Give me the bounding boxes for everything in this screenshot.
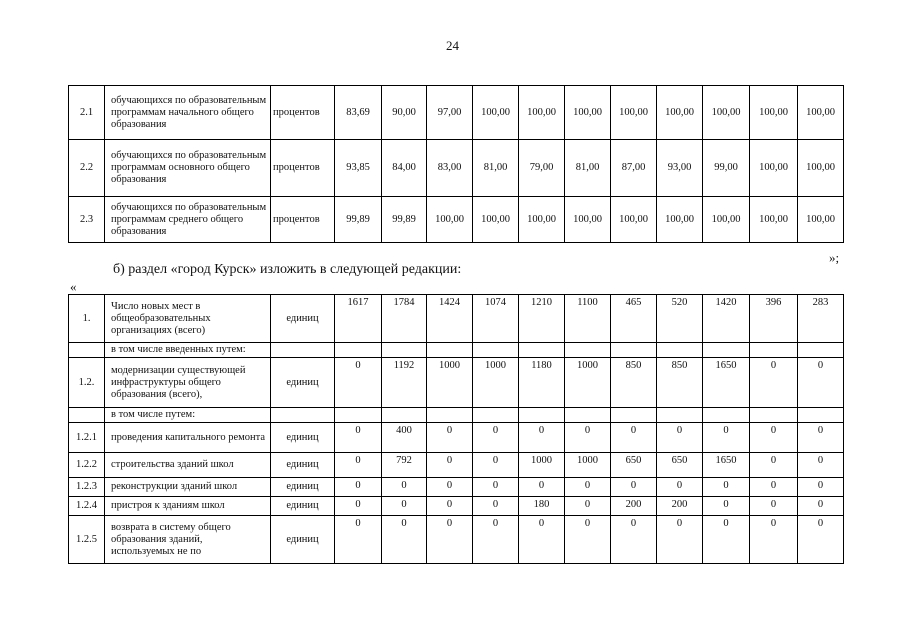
value-cell: 0: [565, 423, 611, 453]
value-cell: 0: [427, 423, 473, 453]
value-cell: 1000: [565, 453, 611, 478]
table-row: [69, 295, 844, 343]
value-cell: 83,69: [335, 86, 382, 140]
value-cell: 0: [565, 497, 611, 516]
row-number: 1.2.: [69, 358, 105, 408]
value-cell: 0: [382, 478, 427, 497]
row-description: в том числе введенных путем:: [105, 343, 271, 358]
value-cell: 1000: [565, 358, 611, 408]
value-cell: 0: [657, 516, 703, 564]
section-note: б) раздел «город Курск» изложить в следующей редакции:: [113, 262, 462, 277]
value-cell: 0: [798, 478, 844, 497]
row-number: 1.2.5: [69, 516, 105, 564]
table-row: [69, 453, 844, 478]
row-description: возврата в систему общего образования зданий, используемых не по: [105, 516, 271, 564]
value-cell: 100,00: [798, 197, 844, 243]
value-cell: 1650: [703, 358, 750, 408]
value-cell: [703, 343, 750, 358]
value-cell: 0: [611, 423, 657, 453]
row-description: Число новых мест в общеобразовательных организациях (всего): [105, 295, 271, 343]
row-description: в том числе путем:: [105, 408, 271, 423]
value-cell: 1000: [427, 358, 473, 408]
value-cell: 0: [382, 497, 427, 516]
value-cell: [519, 343, 565, 358]
value-cell: [565, 343, 611, 358]
value-cell: 100,00: [611, 197, 657, 243]
value-cell: 90,00: [382, 86, 427, 140]
value-cell: 100,00: [519, 197, 565, 243]
value-cell: 0: [335, 516, 382, 564]
value-cell: [473, 408, 519, 423]
value-cell: [382, 408, 427, 423]
value-cell: [750, 408, 798, 423]
row-description: обучающихся по образовательным программам основного общего образования: [105, 140, 271, 197]
value-cell: 0: [382, 516, 427, 564]
value-cell: [427, 408, 473, 423]
table-row: [69, 343, 844, 358]
value-cell: 0: [703, 516, 750, 564]
table-row: [69, 516, 844, 564]
value-cell: 0: [750, 516, 798, 564]
row-unit: единиц: [271, 453, 335, 478]
value-cell: 99,89: [382, 197, 427, 243]
value-cell: 97,00: [427, 86, 473, 140]
value-cell: 100,00: [798, 140, 844, 197]
value-cell: 396: [750, 295, 798, 343]
value-cell: 465: [611, 295, 657, 343]
value-cell: 0: [565, 516, 611, 564]
value-cell: 83,00: [427, 140, 473, 197]
row-unit: единиц: [271, 423, 335, 453]
row-unit: [271, 343, 335, 358]
table-row: [69, 86, 844, 140]
value-cell: 0: [750, 453, 798, 478]
value-cell: 200: [611, 497, 657, 516]
value-cell: 0: [798, 358, 844, 408]
page-number: 24: [446, 38, 459, 53]
row-unit: единиц: [271, 295, 335, 343]
value-cell: 0: [798, 497, 844, 516]
value-cell: [798, 343, 844, 358]
table-row: [69, 358, 844, 408]
value-cell: 650: [611, 453, 657, 478]
value-cell: 0: [703, 478, 750, 497]
value-cell: [750, 343, 798, 358]
value-cell: 850: [657, 358, 703, 408]
value-cell: 100,00: [750, 140, 798, 197]
value-cell: 0: [565, 478, 611, 497]
value-cell: 0: [473, 423, 519, 453]
value-cell: 100,00: [703, 197, 750, 243]
value-cell: 1192: [382, 358, 427, 408]
row-unit: единиц: [271, 516, 335, 564]
row-unit: единиц: [271, 497, 335, 516]
value-cell: 100,00: [657, 86, 703, 140]
value-cell: 0: [703, 497, 750, 516]
value-cell: [703, 408, 750, 423]
value-cell: 100,00: [611, 86, 657, 140]
row-unit: [271, 408, 335, 423]
row-description: обучающихся по образовательным программам начального общего образования: [105, 86, 271, 140]
value-cell: 1424: [427, 295, 473, 343]
value-cell: 0: [798, 516, 844, 564]
value-cell: 0: [427, 516, 473, 564]
row-unit: процентов: [271, 140, 335, 197]
value-cell: 99,89: [335, 197, 382, 243]
value-cell: 81,00: [473, 140, 519, 197]
value-cell: [657, 343, 703, 358]
value-cell: [335, 408, 382, 423]
value-cell: 100,00: [798, 86, 844, 140]
value-cell: 0: [611, 516, 657, 564]
value-cell: 100,00: [750, 197, 798, 243]
row-description: модернизации существующей инфраструктуры общего образования (всего),: [105, 358, 271, 408]
row-unit: единиц: [271, 478, 335, 497]
value-cell: 81,00: [565, 140, 611, 197]
value-cell: 1100: [565, 295, 611, 343]
value-cell: 93,00: [657, 140, 703, 197]
value-cell: 100,00: [473, 86, 519, 140]
value-cell: 0: [427, 497, 473, 516]
value-cell: 0: [798, 423, 844, 453]
value-cell: 1784: [382, 295, 427, 343]
value-cell: 180: [519, 497, 565, 516]
opening-quote: «: [70, 279, 77, 294]
value-cell: 0: [427, 453, 473, 478]
value-cell: 84,00: [382, 140, 427, 197]
row-description: реконструкции зданий школ: [105, 478, 271, 497]
value-cell: 1420: [703, 295, 750, 343]
value-cell: 200: [657, 497, 703, 516]
row-unit: единиц: [271, 358, 335, 408]
row-number: 2.2: [69, 140, 105, 197]
row-number: 2.3: [69, 197, 105, 243]
value-cell: 100,00: [750, 86, 798, 140]
value-cell: 0: [335, 453, 382, 478]
value-cell: [519, 408, 565, 423]
row-number: 1.2.4: [69, 497, 105, 516]
table-row: [69, 197, 844, 243]
value-cell: [427, 343, 473, 358]
value-cell: [657, 408, 703, 423]
value-cell: 0: [519, 516, 565, 564]
value-cell: 100,00: [565, 86, 611, 140]
value-cell: 1000: [519, 453, 565, 478]
row-unit: процентов: [271, 197, 335, 243]
value-cell: 1180: [519, 358, 565, 408]
row-number: [69, 343, 105, 358]
value-cell: 87,00: [611, 140, 657, 197]
value-cell: 100,00: [657, 197, 703, 243]
value-cell: 0: [473, 516, 519, 564]
value-cell: [382, 343, 427, 358]
value-cell: 1617: [335, 295, 382, 343]
value-cell: 0: [703, 423, 750, 453]
row-number: 1.2.1: [69, 423, 105, 453]
value-cell: 0: [657, 423, 703, 453]
value-cell: 0: [335, 358, 382, 408]
value-cell: 100,00: [427, 197, 473, 243]
value-cell: 100,00: [519, 86, 565, 140]
value-cell: 79,00: [519, 140, 565, 197]
value-cell: 0: [473, 453, 519, 478]
value-cell: 850: [611, 358, 657, 408]
row-number: 1.: [69, 295, 105, 343]
table-row: [69, 423, 844, 453]
value-cell: 99,00: [703, 140, 750, 197]
value-cell: 100,00: [565, 197, 611, 243]
value-cell: 0: [750, 423, 798, 453]
value-cell: 792: [382, 453, 427, 478]
value-cell: 0: [473, 497, 519, 516]
value-cell: 400: [382, 423, 427, 453]
value-cell: 0: [335, 423, 382, 453]
value-cell: 283: [798, 295, 844, 343]
row-number: 2.1: [69, 86, 105, 140]
closing-quote: »;: [829, 250, 840, 265]
value-cell: 0: [519, 478, 565, 497]
table-upper: [68, 85, 844, 243]
value-cell: 0: [750, 478, 798, 497]
table-row: [69, 140, 844, 197]
value-cell: 93,85: [335, 140, 382, 197]
value-cell: [798, 408, 844, 423]
row-number: 1.2.3: [69, 478, 105, 497]
row-number: 1.2.2: [69, 453, 105, 478]
row-description: строительства зданий школ: [105, 453, 271, 478]
row-description: проведения капитального ремонта: [105, 423, 271, 453]
table-lower: [68, 294, 844, 564]
value-cell: 100,00: [703, 86, 750, 140]
value-cell: [611, 408, 657, 423]
row-description: пристроя к зданиям школ: [105, 497, 271, 516]
table-row: [69, 497, 844, 516]
value-cell: [565, 408, 611, 423]
value-cell: 0: [335, 478, 382, 497]
value-cell: 1210: [519, 295, 565, 343]
value-cell: 650: [657, 453, 703, 478]
value-cell: 0: [473, 478, 519, 497]
value-cell: [611, 343, 657, 358]
table-row: [69, 478, 844, 497]
value-cell: 1650: [703, 453, 750, 478]
table-row: [69, 408, 844, 423]
value-cell: 0: [798, 453, 844, 478]
value-cell: 0: [427, 478, 473, 497]
value-cell: 1000: [473, 358, 519, 408]
value-cell: 1074: [473, 295, 519, 343]
row-number: [69, 408, 105, 423]
value-cell: 0: [335, 497, 382, 516]
value-cell: [335, 343, 382, 358]
value-cell: 0: [657, 478, 703, 497]
value-cell: 0: [519, 423, 565, 453]
value-cell: 0: [611, 478, 657, 497]
row-unit: процентов: [271, 86, 335, 140]
row-description: обучающихся по образовательным программам среднего общего образования: [105, 197, 271, 243]
value-cell: 520: [657, 295, 703, 343]
value-cell: 100,00: [473, 197, 519, 243]
value-cell: 0: [750, 497, 798, 516]
value-cell: 0: [750, 358, 798, 408]
value-cell: [473, 343, 519, 358]
